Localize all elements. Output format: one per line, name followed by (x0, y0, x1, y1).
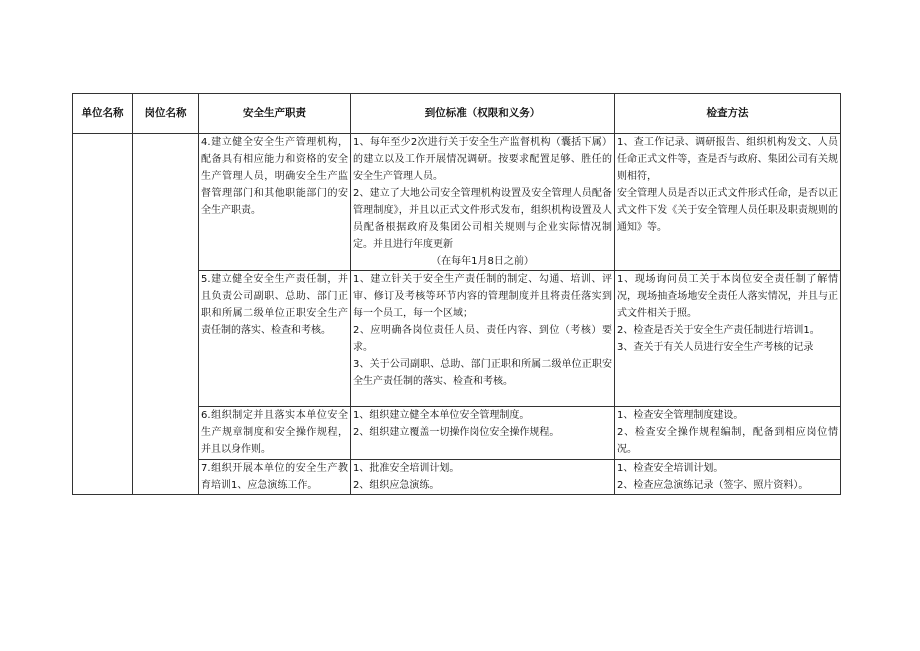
method-text: 1、现场询问员工关于本岗位安全责任制了解情况，现场抽查场地安全责任人落实情况，并且与正式文件相关于照。 2、检查是否关于安全生产责任制进行培训1。 3、查关于有关人员进行安全生产考核的记录 (617, 274, 838, 353)
duty-text: 5.建立健全安全生产责任制，并且负责公司副职、总助、部门正职和所属二级单位正职安全生产责任制的落实、检查和考核。 (201, 274, 348, 336)
standard-cell (351, 271, 615, 407)
header-post-name: 岗位名称 (133, 94, 199, 134)
table-row (73, 134, 841, 271)
safety-duty-table (72, 93, 841, 495)
header-unit-name: 单位名称 (73, 94, 133, 134)
standard-text: 1、批准安全培训计划。 2、组织应急演练。 (353, 463, 460, 491)
method-cell (615, 271, 841, 407)
standard-text: 1、建立针关于安全生产责任制的制定、勾通、培训、评审、修订及考核等环节内容的管理制度并且将责任落实到每一个员工，每一个区域； 2、应明确各岗位责任人员、责任内容、到位（考核）要求。 3、关于公司副职、总助、部门正职和所属二级单位正职安全生产责任制的落实、检查和考核。 (353, 274, 612, 387)
header-safety-duty: 安全生产职责 (199, 94, 351, 134)
duty-cell (199, 460, 351, 495)
post-name-cell (133, 134, 199, 495)
standard-cell (351, 460, 615, 495)
duty-cell (199, 134, 351, 271)
method-text: 1、查工作记录、调研报告、组织机构发文、人员任命正式文件等，查是否与政府、集团公司有关规则相符， 安全管理人员是否以正式文件形式任命，是否以正式文件下发《关于安全管理人员任职及职责规则的通知》等。 (617, 137, 838, 233)
standard-text: 1、每年至少2次进行关于安全生产监督机构（囊括下属）的建立以及工作开展情况调研。按要求配置足够、胜任的安全生产管理人员。 2、建立了大地公司安全管理机构设置及安全管理人员配备管理制度》，并且以正式文件形式发布，组织机构设置及人员配备根据政府及集团公司相关规则与企业实际情况制定。并且进行年度更新 (353, 137, 612, 250)
duty-cell (199, 407, 351, 460)
duty-cell (199, 271, 351, 407)
duty-text: 7.组织开展本单位的安全生产教育培训1、应急演练工作。 (201, 463, 348, 491)
standard-text: 1、组织建立健全本单位安全管理制度。 2、组织建立覆盖一切操作岗位安全操作规程。 (353, 410, 560, 438)
method-cell (615, 460, 841, 495)
duty-text: 4.建立健全安全生产管理机构，配备具有相应能力和资格的安全生产管理人员，明确安全生产监督管理部门和其他职能部门的安全生产职责。 (201, 137, 348, 216)
method-text: 1、检查安全培训计划。 2、检查应急演练记录（签字、照片资料）。 (617, 463, 809, 491)
method-cell (615, 134, 841, 271)
duty-text: 6.组织制定并且落实本单位安全生产规章制度和安全操作规程，并且以身作则。 (201, 410, 348, 455)
header-check-method: 检查方法 (615, 94, 841, 134)
table-header (73, 94, 841, 134)
unit-name-cell (73, 134, 133, 495)
method-text: 1、检查安全管理制度建设。 2、检查安全操作规程编制，配备到相应岗位情况。 (617, 410, 838, 455)
standard-cell (351, 407, 615, 460)
method-cell (615, 407, 841, 460)
header-standard: 到位标准（权限和义务） (351, 94, 615, 134)
standard-cell (351, 134, 615, 271)
standard-note: （在每年1月8日之前） (431, 256, 534, 267)
